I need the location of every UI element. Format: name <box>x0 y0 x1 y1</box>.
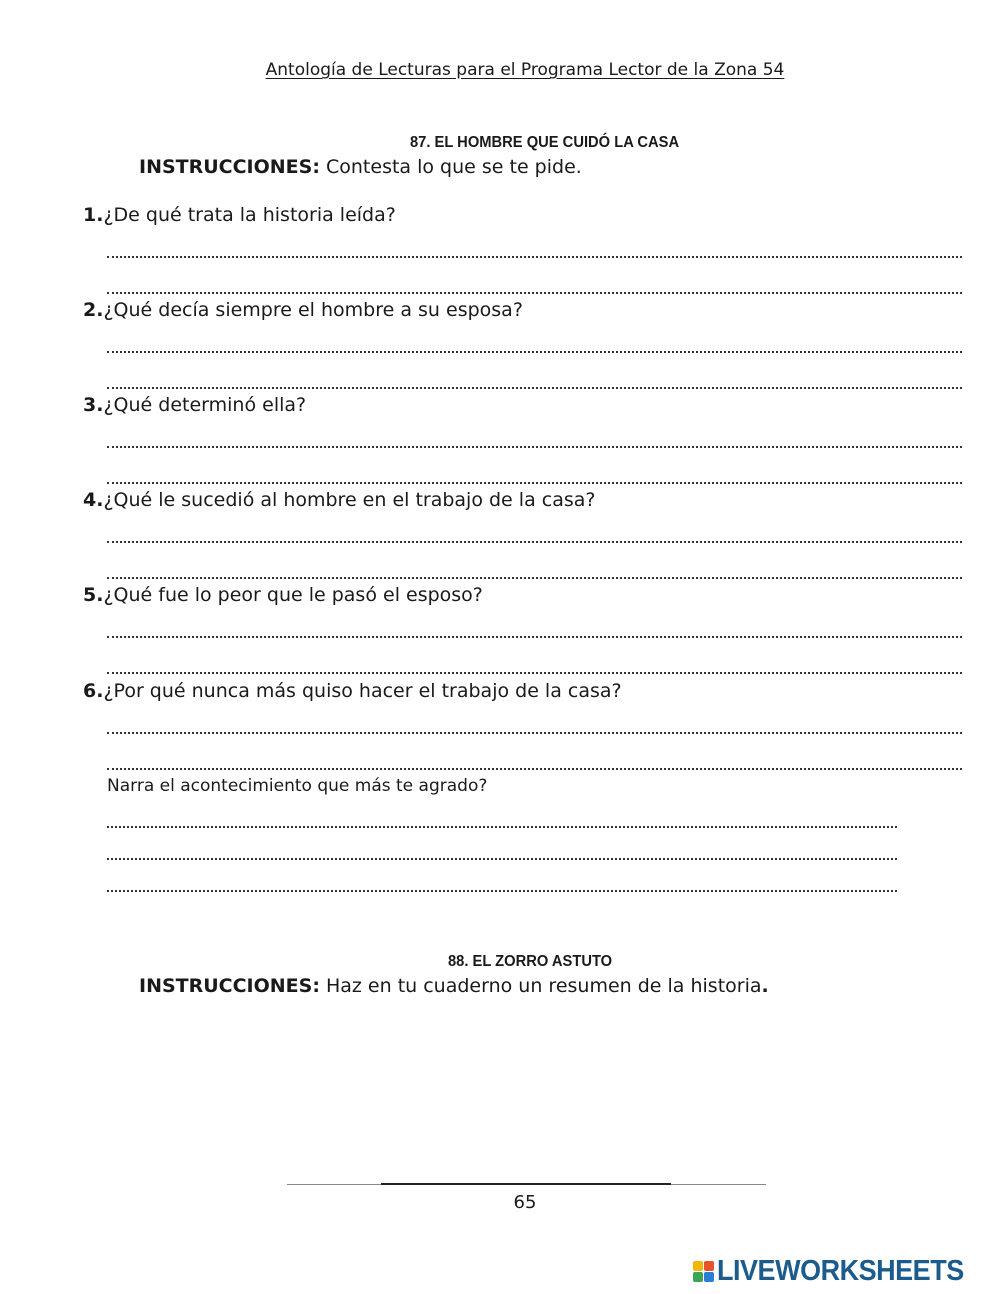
section-title-88: 88. EL ZORRO ASTUTO <box>448 953 613 970</box>
answer-line-5a[interactable] <box>107 636 962 638</box>
answer-line-1a[interactable] <box>107 256 962 258</box>
logo-tiles-icon <box>693 1261 714 1282</box>
question-5 <box>83 584 483 606</box>
page-header: Antología de Lecturas para el Programa Lector de la Zona 54 <box>265 60 785 80</box>
narrate-prompt: Narra el acontecimiento que más te agrado? <box>107 776 488 796</box>
question-text: ¿Qué determinó ella? <box>103 394 307 416</box>
answer-line-2a[interactable] <box>107 351 962 353</box>
question-4 <box>83 489 595 511</box>
answer-line-4b[interactable] <box>107 577 962 579</box>
question-text: ¿De qué trata la historia leída? <box>103 204 396 226</box>
question-text: ¿Qué decía siempre el hombre a su esposa? <box>103 299 523 321</box>
section-title-87: 87. EL HOMBRE QUE CUIDÓ LA CASA <box>410 134 680 151</box>
footer-rule-center <box>381 1183 671 1185</box>
question-text: ¿Qué fue lo peor que le pasó el esposo? <box>103 584 483 606</box>
question-number: 4. <box>83 489 104 511</box>
answer-line-6b[interactable] <box>107 768 962 770</box>
footer-rule-right <box>671 1184 766 1185</box>
liveworksheets-logo[interactable] <box>693 1256 982 1286</box>
answer-line-4a[interactable] <box>107 541 962 543</box>
narrate-line-1[interactable] <box>107 826 897 828</box>
question-number: 5. <box>83 584 104 606</box>
instructions-text: Contesta lo que se te pide. <box>319 156 582 178</box>
instructions-label: INSTRUCCIONES: <box>139 975 320 997</box>
logo-text: LIVEWORKSHEETS <box>717 1254 964 1287</box>
instructions-period: . <box>761 975 769 997</box>
question-text: ¿Por qué nunca más quiso hacer el trabajo de la casa? <box>103 680 622 702</box>
answer-line-3a[interactable] <box>107 446 962 448</box>
instructions-text: Haz en tu cuaderno un resumen de la historia <box>319 975 762 997</box>
answer-line-6a[interactable] <box>107 732 962 734</box>
question-2 <box>83 299 523 321</box>
narrate-line-3[interactable] <box>107 890 897 892</box>
question-number: 3. <box>83 394 104 416</box>
footer-rule-left <box>287 1184 381 1185</box>
instructions-label: INSTRUCCIONES: <box>139 156 320 178</box>
answer-line-3b[interactable] <box>107 482 962 484</box>
page-number: 65 <box>513 1192 537 1213</box>
question-number: 1. <box>83 204 104 226</box>
answer-line-5b[interactable] <box>107 672 962 674</box>
answer-line-1b[interactable] <box>107 292 962 294</box>
answer-line-2b[interactable] <box>107 387 962 389</box>
narrate-line-2[interactable] <box>107 858 897 860</box>
question-3 <box>83 394 306 416</box>
question-text: ¿Qué le sucedió al hombre en el trabajo de la casa? <box>103 489 596 511</box>
question-6 <box>83 680 622 702</box>
instructions-88 <box>139 975 769 997</box>
instructions-87 <box>139 156 582 178</box>
question-number: 6. <box>83 680 104 702</box>
question-number: 2. <box>83 299 104 321</box>
question-1 <box>83 204 396 226</box>
